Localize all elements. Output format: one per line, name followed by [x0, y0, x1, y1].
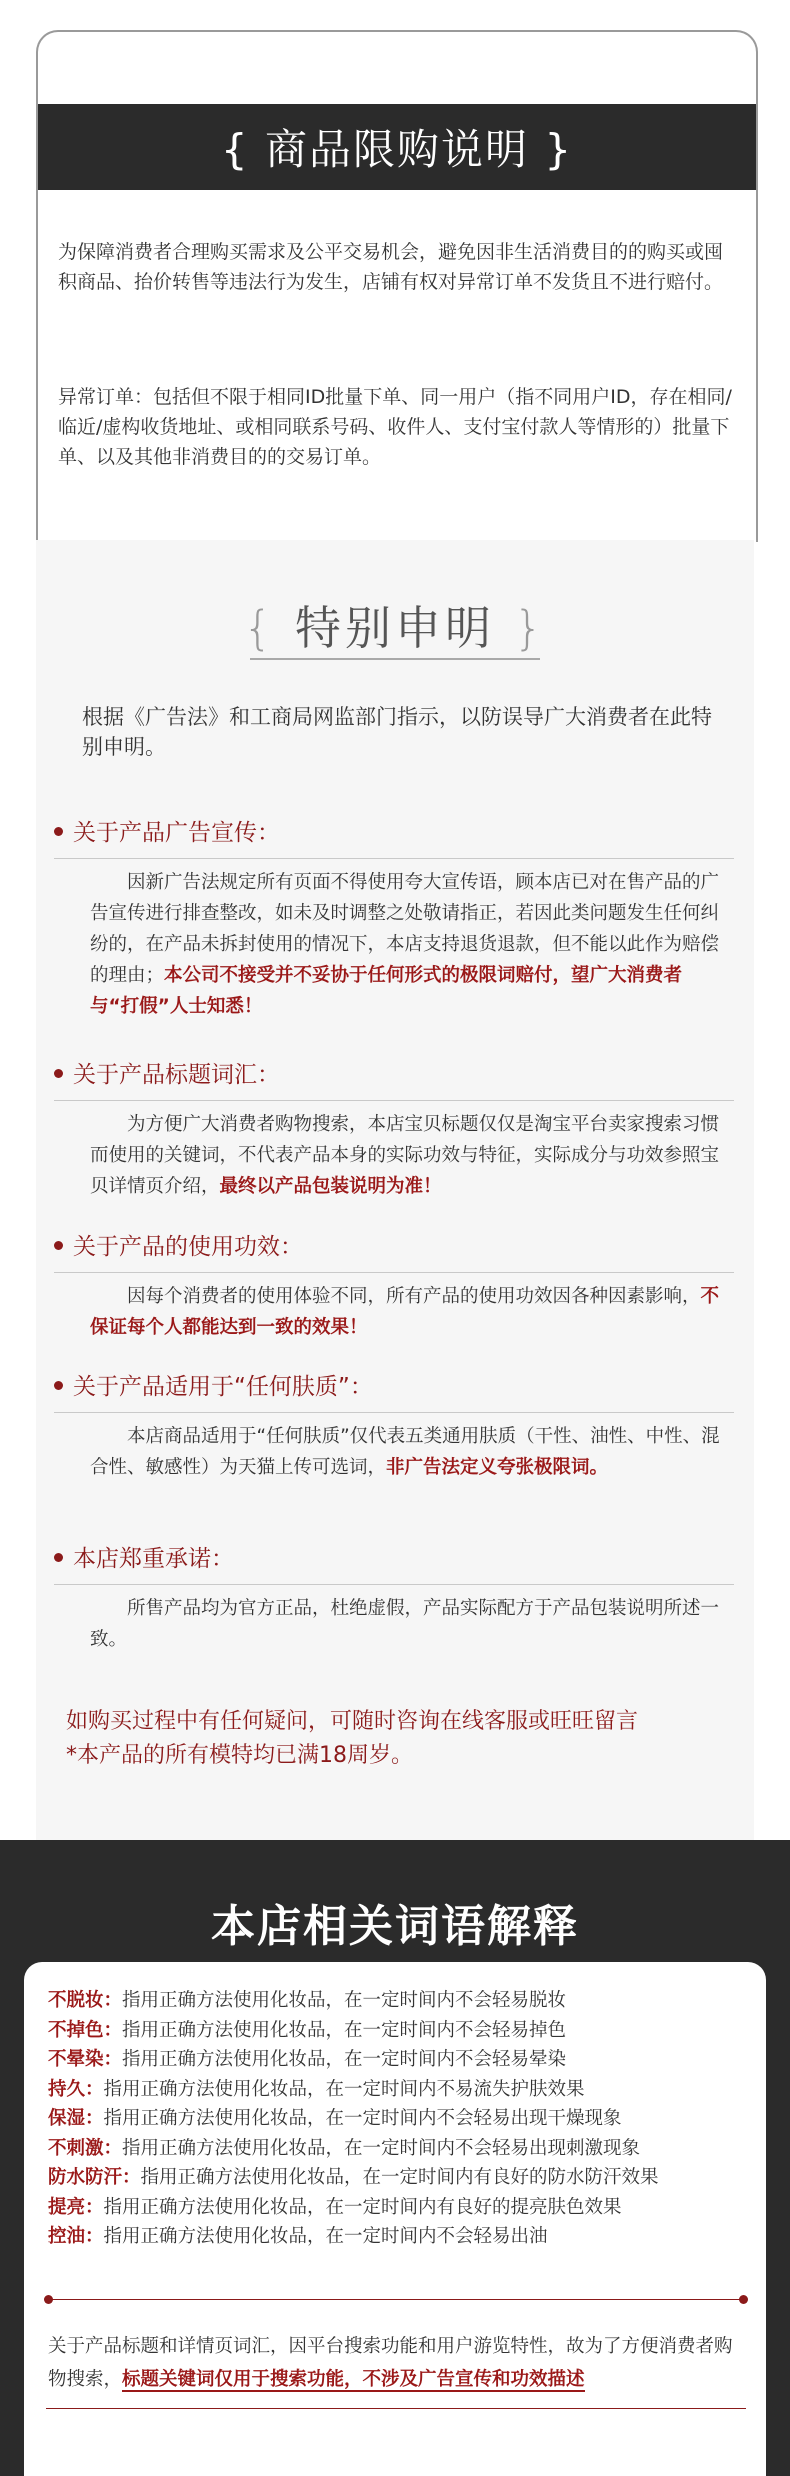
statement-item-emphasis: 本公司不接受并不妥协于任何形式的极限词赔付，望广大消费者与“打假”人士知悉！: [90, 965, 683, 1017]
bullet-dot-icon: [54, 1069, 63, 1078]
special-statement-intro: 根据《广告法》和工商局网监部门指示，以防误导广大消费者在此特别申明。: [82, 705, 712, 759]
purchase-limit-paragraph: 为保障消费者合理购买需求及公平交易机会，避免因非生活消费目的的购买或囤积商品、抬价转售等违法行为发生，店铺有权对异常订单不发货且不进行赔付。: [58, 241, 724, 293]
item-divider: [54, 858, 734, 859]
item-divider: [54, 1412, 734, 1413]
statement-item-heading-text: 本店郑重承诺：: [73, 1546, 234, 1572]
statement-item-body-text: 因新广告法规定所有页面不得使用夸大宣传语，顾本店已对在售产品的广告宣传进行排查整改，如未及时调整之处敬请指正，若因此类问题发生任何纠纷的，在产品未拆封使用的情况下，本店支持退货退款，但不能以此作为赔偿的理由；: [90, 872, 720, 986]
special-statement-section: [36, 540, 754, 1840]
term-row: [48, 1986, 748, 2016]
bullet-dot-icon: [54, 1241, 63, 1250]
statement-item-promise: [54, 1542, 734, 1655]
divider-dot-icon: [739, 2295, 748, 2304]
statement-item-heading: [54, 1230, 734, 1264]
term-desc: 指用正确方法使用化妆品，在一定时间内不会轻易掉色: [122, 2019, 567, 2041]
terms-card: [24, 1962, 766, 2476]
term-row: [48, 2134, 748, 2164]
terms-note-text: 关于产品标题和详情页词汇，因平台搜索功能和用户游览特性，故为了方便消费者购物搜索，: [48, 2336, 733, 2390]
statement-item-body-text: 所售产品均为官方正品，杜绝虚假，产品实际配方于产品包装说明所述一致。: [90, 1598, 720, 1650]
contact-service-note: 如购买过程中有任何疑问，可随时咨询在线客服或旺旺留言: [66, 1709, 639, 1734]
term-name: 不掉色：: [48, 2019, 123, 2041]
statement-item-heading: [54, 816, 734, 850]
statement-item-title-words: [54, 1058, 734, 1202]
item-divider: [54, 1100, 734, 1101]
title-brace-left: {: [243, 601, 277, 655]
term-row: [48, 2075, 748, 2105]
abnormal-order-paragraph: 异常订单：包括但不限于相同ID批量下单、同一用户（指不同用户ID，存在相同/临近/虚构收货地址、或相同联系号码、收件人、支付宝付款人等情形的）批量下单、以及其他非消费目的的交易订单。: [58, 386, 732, 468]
statement-item-body-text: 本店商品适用于“任何肤质”仅代表五类通用肤质（干性、油性、中性、混合性、敏感性）为天猫上传可选词，: [90, 1426, 720, 1478]
statement-item-heading: [54, 1370, 734, 1404]
statement-item-body: [54, 867, 734, 1022]
term-desc: 指用正确方法使用化妆品，在一定时间内不易流失护肤效果: [103, 2078, 585, 2100]
statement-item-body: [54, 1421, 734, 1483]
bullet-dot-icon: [54, 1381, 63, 1390]
statement-item-body: [54, 1593, 734, 1655]
special-statement-title-text: 特别申明: [295, 601, 495, 655]
terms-note: [48, 2330, 748, 2396]
term-name: 不脱妆：: [48, 1990, 123, 2011]
term-row: [48, 2016, 748, 2046]
statement-item-efficacy: [54, 1230, 734, 1343]
statement-item-emphasis: 最终以产品包装说明为准！: [219, 1176, 442, 1197]
term-desc: 指用正确方法使用化妆品，在一定时间内不会轻易出现刺激现象: [122, 2137, 641, 2159]
special-statement-title: [36, 592, 754, 658]
item-divider: [54, 1584, 734, 1585]
statement-item-emphasis: 非广告法定义夸张极限词。: [386, 1457, 609, 1478]
statement-item-body: [54, 1109, 734, 1202]
note-underline: [46, 2408, 746, 2409]
term-name: 控油：: [48, 2226, 104, 2247]
statement-item-body-text: 为方便广大消费者购物搜索，本店宝贝标题仅仅是淘宝平台卖家搜索习惯而使用的关键词，不代表产品本身的实际功效与特征，实际成分与功效参照宝贝详情页介绍，: [90, 1114, 720, 1197]
statement-item-skin-type: [54, 1370, 734, 1483]
terms-divider: [46, 2299, 746, 2300]
term-row: [48, 2045, 748, 2075]
purchase-limit-card: [36, 30, 758, 542]
statement-item-heading-text: 关于产品的使用功效：: [73, 1234, 303, 1260]
statement-item-heading: [54, 1058, 734, 1092]
terms-section: [0, 1840, 790, 2476]
term-desc: 指用正确方法使用化妆品，在一定时间内不会轻易出现干燥现象: [103, 2108, 622, 2129]
term-desc: 指用正确方法使用化妆品，在一定时间内不会轻易出油: [103, 2226, 548, 2247]
statement-item-heading: [54, 1542, 734, 1576]
title-underline: [250, 658, 540, 660]
term-row: [48, 2222, 748, 2252]
statement-item-heading-text: 关于产品适用于“任何肤质”：: [73, 1374, 373, 1400]
terms-section-title: 本店相关词语解释: [211, 1901, 579, 1952]
purchase-limit-title: { 商品限购说明 }: [38, 104, 756, 190]
term-name: 保湿：: [48, 2108, 104, 2129]
term-name: 防水防汗：: [48, 2167, 141, 2188]
term-desc: 指用正确方法使用化妆品，在一定时间内有良好的提亮肤色效果: [103, 2196, 622, 2218]
term-name: 提亮：: [48, 2196, 104, 2218]
item-divider: [54, 1272, 734, 1273]
term-row: [48, 2193, 748, 2223]
term-desc: 指用正确方法使用化妆品，在一定时间内不会轻易晕染: [122, 2049, 567, 2070]
term-name: 不刺激：: [48, 2137, 123, 2159]
statement-item-emphasis: 不保证每个人都能达到一致的效果！: [90, 1286, 720, 1338]
term-desc: 指用正确方法使用化妆品，在一定时间内不会轻易脱妆: [122, 1990, 567, 2011]
term-name: 不晕染：: [48, 2049, 123, 2070]
divider-dot-icon: [44, 2295, 53, 2304]
statement-item-heading-text: 关于产品广告宣传：: [73, 820, 280, 846]
model-age-note: *本产品的所有模特均已满18周岁。: [66, 1743, 413, 1768]
statement-item-body-text: 因每个消费者的使用体验不同，所有产品的使用功效因各种因素影响，: [127, 1286, 701, 1307]
contact-footnote: [66, 1705, 746, 1773]
bullet-dot-icon: [54, 827, 63, 836]
title-brace-right: }: [513, 601, 547, 655]
term-desc: 指用正确方法使用化妆品，在一定时间内有良好的防水防汗效果: [140, 2167, 659, 2188]
statement-item-ad: [54, 816, 734, 1022]
term-name: 持久：: [48, 2078, 104, 2100]
statement-item-heading-text: 关于产品标题词汇：: [73, 1062, 280, 1088]
term-row: [48, 2163, 748, 2193]
bullet-dot-icon: [54, 1553, 63, 1562]
terms-list: [48, 1986, 748, 2252]
statement-item-body: [54, 1281, 734, 1343]
terms-note-emphasis: 标题关键词仅用于搜索功能，不涉及广告宣传和功效描述: [122, 2369, 585, 2390]
term-row: [48, 2104, 748, 2134]
